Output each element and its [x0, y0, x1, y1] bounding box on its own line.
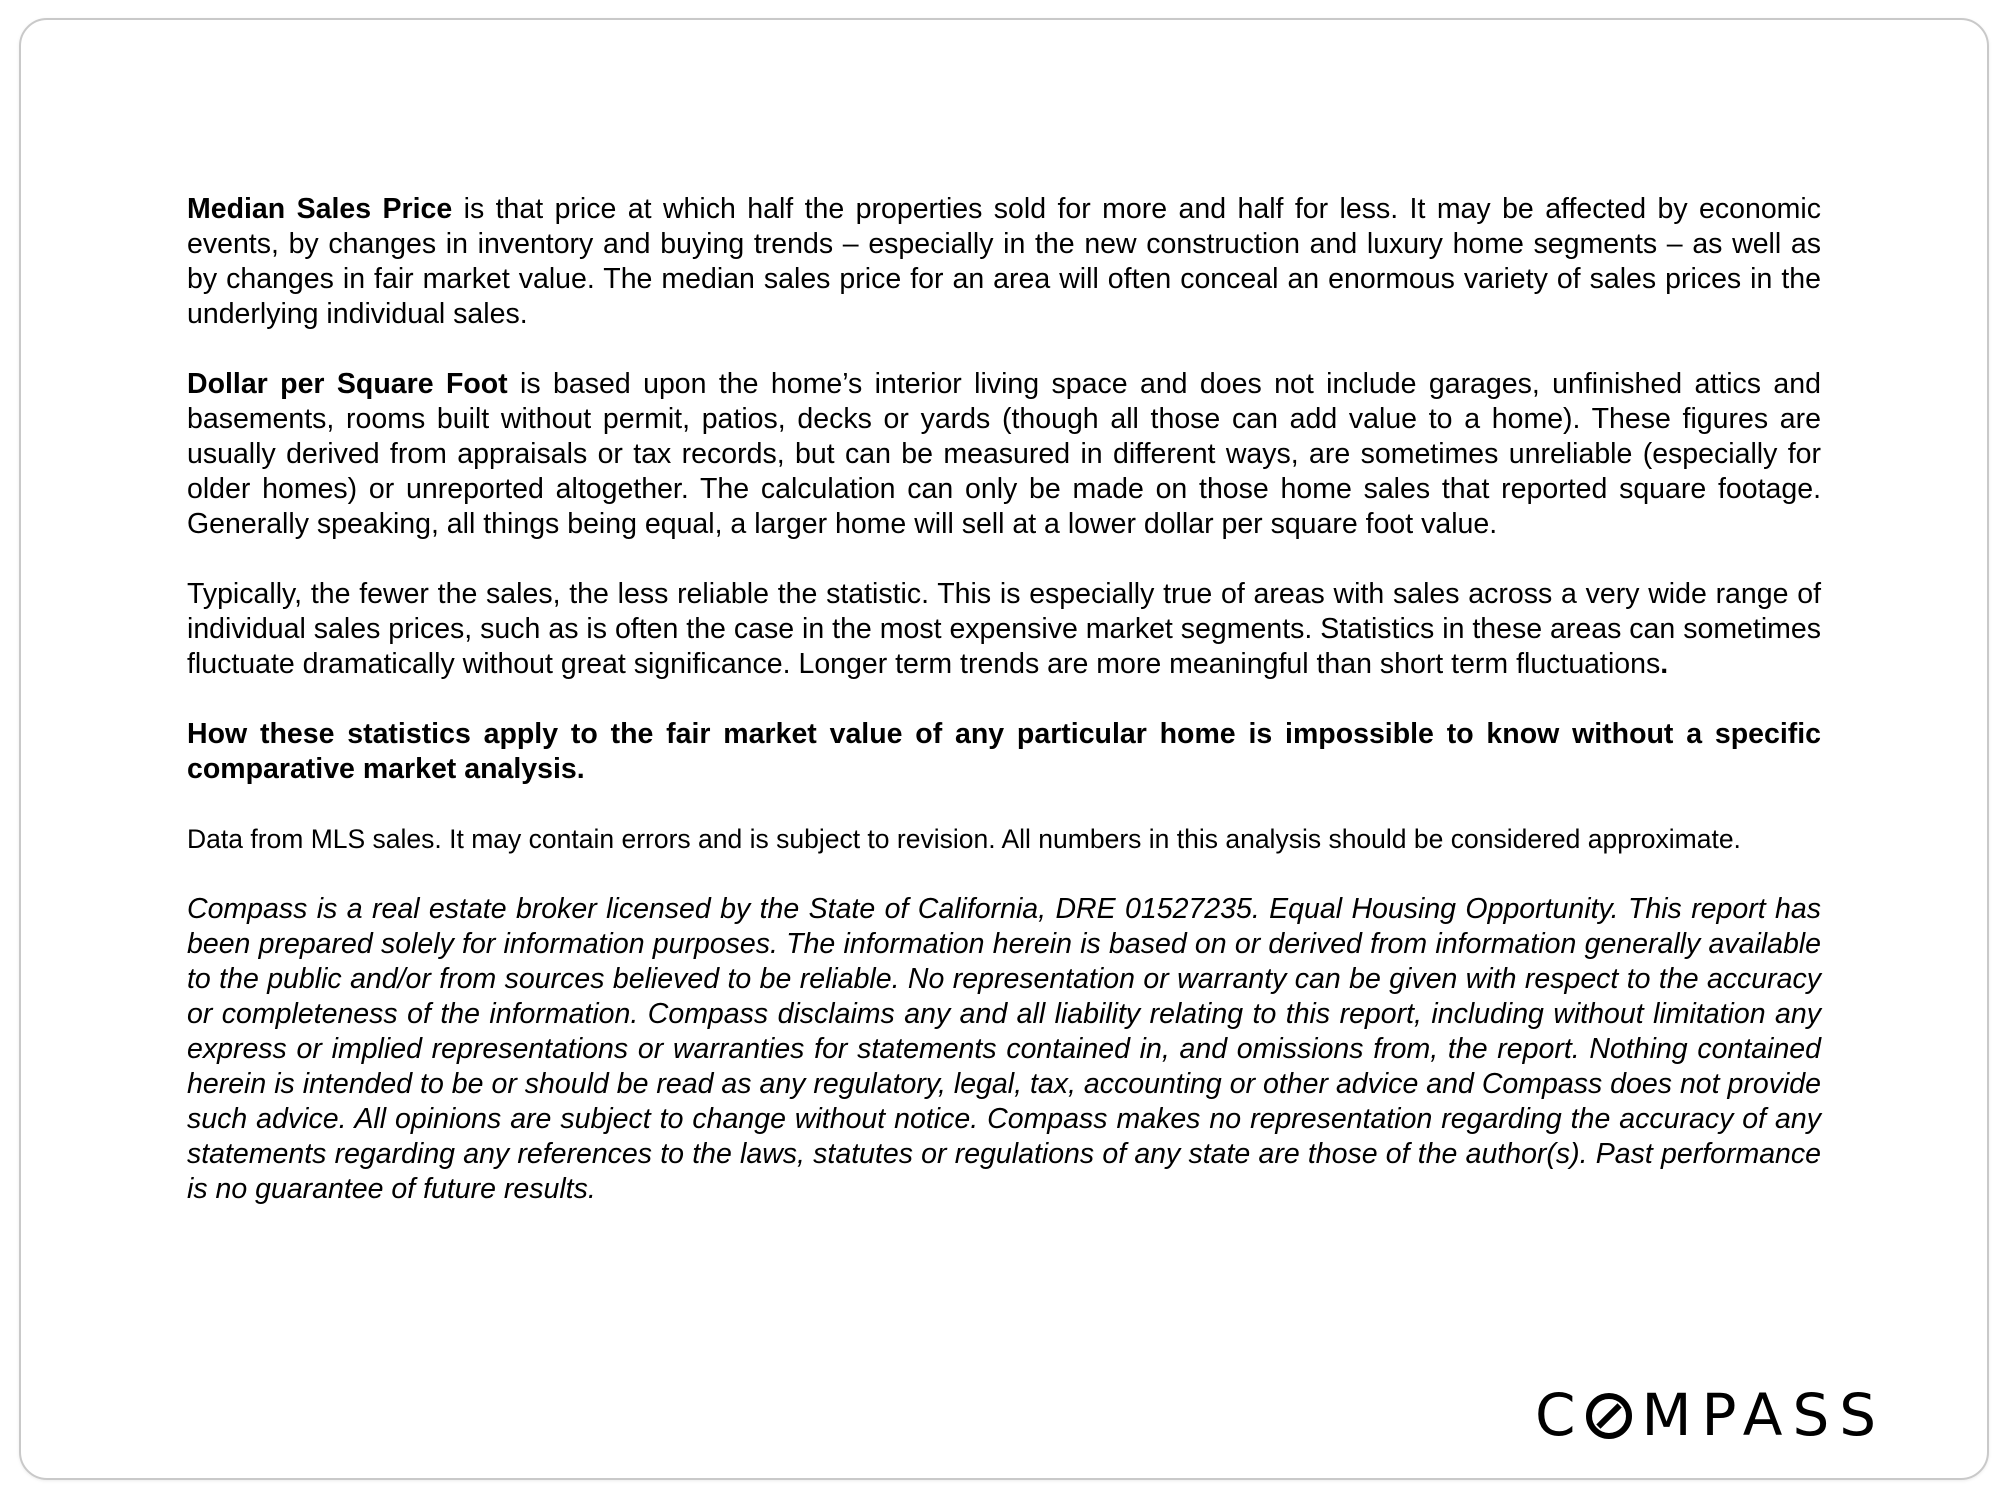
- reliability-text: Typically, the fewer the sales, the less reliable the statistic. This is especially true of areas with sales across a very wide range of individual sales prices, such as is often the case in the most expensive market segments. Statistics in these areas can sometimes fluctuate dramatically without great significance. Longer term trends are more meaningful than short term fluctuations: [187, 578, 1821, 680]
- compass-o-icon: [1586, 1393, 1632, 1439]
- data-source-note: Data from MLS sales. It may contain errors and is subject to revision. All numbers in this analysis should be considered approximate.: [187, 824, 1741, 854]
- median-sales-price-paragraph: [187, 192, 1821, 332]
- dollar-per-square-foot-paragraph: [187, 367, 1821, 542]
- median-sales-price-text: is that price at which half the properties sold for more and half for less. It may be affected by economic events, by changes in inventory and buying trends – especially in the new construction and luxury home segments – as well as by changes in fair market value. The median sales price for an area will often conceal an enormous variety of sales prices in the underlying individual sales.: [187, 193, 1821, 330]
- legal-disclaimer: Compass is a real estate broker licensed by the State of California, DRE 01527235. Equal Housing Opportunity. This report has been prepared solely for information purposes. The information herein is based on or derived from information generally available to the public and/or from sources believed to be reliable. No representation or warranty can be given with respect to the accuracy or completeness of the information. Compass disclaims any and all liability relating to this report, including without limitation any express or implied representations or warranties for statements contained in, and omissions from, the report. Nothing contained herein is intended to be or should be read as any regulatory, legal, tax, accounting or other advice and Compass does not provide such advice. All opinions are subject to change without notice. Compass makes no representation regarding the accuracy of any statements regarding any references to the laws, statutes or regulations of any state are those of the author(s). Past performance is no guarantee of future results.: [187, 893, 1821, 1205]
- reliability-paragraph: [187, 577, 1821, 682]
- definitions-body: [187, 192, 1821, 1207]
- market-analysis-note: How these statistics apply to the fair market value of any particular home is impossible to know without a specific comparative market analysis.: [187, 718, 1821, 785]
- compass-wordmark: [1535, 1381, 1887, 1449]
- median-sales-price-term: Median Sales Price: [187, 193, 453, 225]
- dollar-per-square-foot-text: is based upon the home’s interior living space and does not include garages, unfinished attics and basements, rooms built without permit, patios, decks or yards (though all those can add value to a home). These figures are usually derived from appraisals or tax records, but can be measured in different ways, are sometimes unreliable (especially for older homes) or unreported altogether. The calculation can only be made on those home sales that reported square footage. Generally speaking, all things being equal, a larger home will sell at a lower dollar per square foot value.: [187, 368, 1821, 540]
- compass-logo: [1535, 1381, 1905, 1449]
- logo-letters-mpass: MPASS: [1641, 1381, 1887, 1449]
- logo-letter-c: C: [1535, 1381, 1586, 1449]
- reliability-end-period: .: [1660, 648, 1669, 680]
- dollar-per-square-foot-term: Dollar per Square Foot: [187, 368, 508, 400]
